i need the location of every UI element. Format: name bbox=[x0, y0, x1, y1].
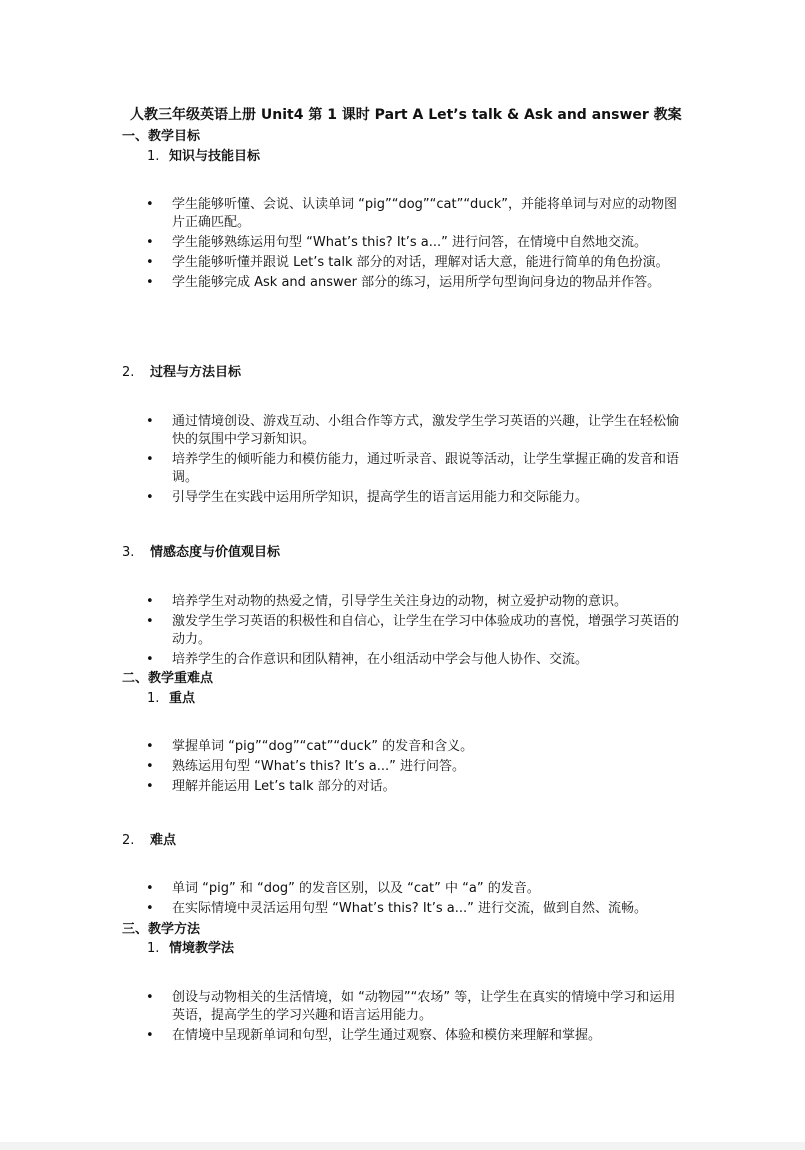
list-item: • 在实际情境中灵活运用句型 “What’s this? It’s a...” 进行交流，做到自然、流畅。 bbox=[0, 900, 684, 918]
subsection-title: 情感态度与价值观目标 bbox=[150, 545, 281, 560]
subsection-number: 3. bbox=[122, 545, 135, 560]
subsection-heading bbox=[147, 687, 195, 706]
subsection-title: 重点 bbox=[169, 691, 196, 706]
list-item: • 培养学生对动物的热爱之情，引导学生关注身边的动物，树立爱护动物的意识。 bbox=[0, 593, 684, 611]
list-item: • 单词 “pig” 和 “dog” 的发音区别，以及 “cat” 中 “a” 的发音。 bbox=[0, 880, 684, 898]
bullet-list bbox=[0, 738, 684, 798]
bullet-list bbox=[0, 593, 684, 671]
list-item: • 引导学生在实践中运用所学知识，提高学生的语言运用能力和交际能力。 bbox=[0, 489, 684, 507]
subsection-title: 情境教学法 bbox=[169, 941, 235, 956]
bullet-list bbox=[0, 413, 684, 509]
page-title: 人教三年级英语上册 Unit4 第 1 课时 Part A Let’s talk & Ask and answer 教案 bbox=[130, 107, 682, 123]
list-item: • 学生能够完成 Ask and answer 部分的练习，运用所学句型询问身边的物品并作答。 bbox=[0, 274, 684, 292]
subsection-title: 过程与方法目标 bbox=[150, 365, 242, 380]
list-item: • 在情境中呈现新单词和句型，让学生通过观察、体验和模仿来理解和掌握。 bbox=[0, 1027, 684, 1045]
list-item: • 学生能够熟练运用句型 “What’s this? It’s a...” 进行问答，在情境中自然地交流。 bbox=[0, 234, 684, 252]
list-item: • 激发学生学习英语的积极性和自信心，让学生在学习中体验成功的喜悦，增强学习英语的动力。 bbox=[0, 613, 684, 649]
bullet-list bbox=[0, 196, 684, 294]
subsection-number: 1. bbox=[147, 691, 160, 706]
subsection-title: 知识与技能目标 bbox=[169, 149, 261, 164]
subsection-heading bbox=[122, 541, 280, 560]
list-item: • 创设与动物相关的生活情境，如 “动物园”“农场” 等，让学生在真实的情境中学习和运用英语，提高学生的学习兴趣和语言运用能力。 bbox=[0, 989, 684, 1025]
section-heading: 三、教学方法 bbox=[122, 922, 201, 937]
section-heading: 一、教学目标 bbox=[122, 129, 201, 144]
bullet-list bbox=[0, 989, 684, 1047]
list-item: • 通过情境创设、游戏互动、小组合作等方式，激发学生学习英语的兴趣，让学生在轻松愉快的氛围中学习新知识。 bbox=[0, 413, 684, 449]
list-item: • 学生能够听懂、会说、认读单词 “pig”“dog”“cat”“duck”，并能将单词与对应的动物图片正确匹配。 bbox=[0, 196, 684, 232]
bullet-list bbox=[0, 880, 684, 920]
subsection-number: 2. bbox=[122, 365, 135, 380]
subsection-heading bbox=[147, 937, 234, 956]
subsection-number: 2. bbox=[122, 833, 135, 848]
list-item: • 培养学生的合作意识和团队精神，在小组活动中学会与他人协作、交流。 bbox=[0, 651, 684, 669]
list-item: • 培养学生的倾听能力和模仿能力，通过听录音、跟说等活动，让学生掌握正确的发音和语调。 bbox=[0, 451, 684, 487]
section-heading: 二、教学重难点 bbox=[122, 671, 214, 686]
list-item: • 掌握单词 “pig”“dog”“cat”“duck” 的发音和含义。 bbox=[0, 738, 684, 756]
subsection-heading bbox=[147, 145, 260, 164]
subsection-number: 1. bbox=[147, 149, 160, 164]
subsection-number: 1. bbox=[147, 941, 160, 956]
subsection-heading bbox=[122, 361, 241, 380]
subsection-heading bbox=[122, 829, 176, 848]
subsection-title: 难点 bbox=[150, 833, 177, 848]
list-item: • 熟练运用句型 “What’s this? It’s a...” 进行问答。 bbox=[0, 758, 684, 776]
list-item: • 理解并能运用 Let’s talk 部分的对话。 bbox=[0, 778, 684, 796]
list-item: • 学生能够听懂并跟说 Let’s talk 部分的对话，理解对话大意，能进行简单的角色扮演。 bbox=[0, 254, 684, 272]
